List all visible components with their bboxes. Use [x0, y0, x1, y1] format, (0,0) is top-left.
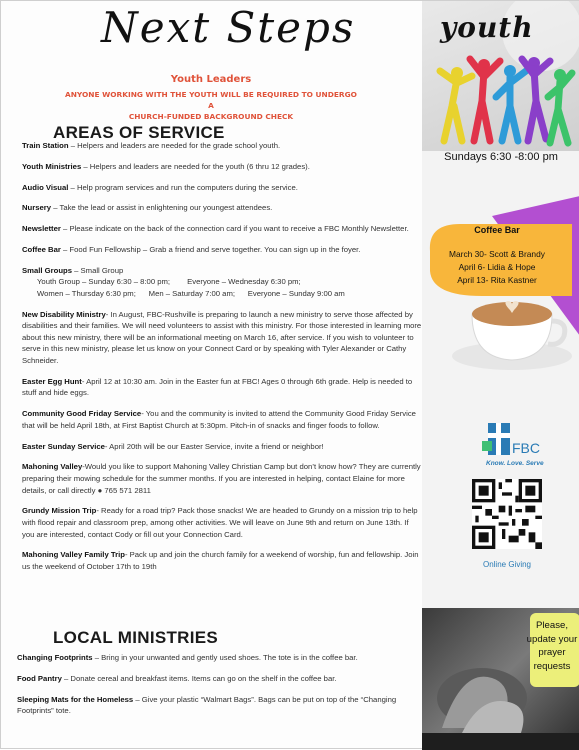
- item-text: - April 20th will be our Easter Service, invite a friend or neighbor!: [104, 441, 324, 451]
- item-text: – Take the lead or assist in enlightening our youngest attendees.: [51, 203, 273, 213]
- warning-line-1: ANYONE WORKING WITH THE YOUTH WILL BE REQUIRED TO UNDERGO A: [65, 90, 357, 110]
- youth-time: Sundays 6:30 -8:00 pm: [444, 151, 558, 163]
- service-item-youth-ministries: [22, 161, 422, 173]
- service-item-family-trip: [22, 549, 422, 572]
- online-giving-qr-code[interactable]: [472, 479, 542, 549]
- prayer-line-2: update your: [526, 633, 578, 645]
- prayer-line-1: Please,: [536, 620, 568, 631]
- prayer-line-4: requests: [533, 660, 571, 672]
- item-text: - In August, FBC-Rushville is preparing to launch a new ministry to serve those affected by disabilities and their families. We will need volunteers to assist with this ministry. For those interested in learning more about this new ministry, there will be an informational meeting on March 16, after service. If you wish to volunteer to serve in this new ministry, please let us know on your Connect Card or by speaking with Tyler Alexander or Cathy Schneider.: [22, 309, 422, 366]
- item-text: – Help program services and run the computers during the service.: [68, 182, 298, 192]
- item-title: Mahoning Valley: [22, 462, 83, 472]
- item-title: Grundy Mission Trip: [22, 506, 97, 516]
- item-title: Youth Ministries: [22, 161, 82, 171]
- item-text: – Please indicate on the back of the connection card if you want to receive a FBC Monthly Newsletter.: [60, 224, 409, 234]
- service-item-audio-visual: [22, 182, 422, 194]
- coffee-bar-graphic: [422, 196, 579, 376]
- item-title: Nursery: [22, 203, 52, 213]
- fbc-logo-graphic: [482, 421, 562, 471]
- item-title: Easter Egg Hunt: [22, 376, 82, 386]
- coffee-schedule-1: March 30- Scott & Brandy: [449, 249, 545, 259]
- online-giving-label[interactable]: Online Giving: [482, 560, 532, 569]
- service-item-train-station: [22, 140, 422, 152]
- service-item-small-groups: [22, 265, 422, 300]
- item-title: Audio Visual: [22, 182, 69, 192]
- small-groups-line-1: [22, 265, 422, 277]
- service-item-mahoning-valley: [22, 461, 422, 496]
- item-title: Sleeping Mats for the Homeless: [17, 694, 134, 704]
- item-text: -Would you like to support Mahoning Valley Christian Camp but don’t know how? They are currently preparing their mowing schedule for the summer months. If you are interested in helping, contact Elaine for more details, or call directly ● 765 571 2811: [22, 462, 421, 495]
- item-title: Train Station: [22, 141, 69, 150]
- item-title: New Disability Ministry: [22, 309, 106, 319]
- item-title: Small Groups: [22, 265, 72, 275]
- ministry-item-sleeping-mats: [17, 694, 422, 717]
- service-item-newsletter: [22, 223, 422, 235]
- item-text: - Ready for a road trip? Pack those snacks! We are headed to Grundy on a mission trip to help with flood repair and classroom prep, among other activities. We will leave on June 9th and return on June 13th. If you are interested, contact Cody or fill out your Connection Card.: [22, 506, 418, 539]
- youth-leaders-subtitle: Youth Leaders: [170, 74, 252, 85]
- small-groups-line-3: Women – Thursday 6:30 pm; Men – Saturday 7:00 am; Everyone – Sunday 9:00 am: [37, 288, 345, 298]
- item-text: - Pack up and join the church family for a weekend of worship, fun and fellowship. Join us the weekend of October 17th to 19th: [22, 550, 419, 571]
- warning-line-2: CHURCH-FUNDED BACKGROUND CHECK: [128, 112, 294, 121]
- main-column: [1, 1, 428, 750]
- dancing-figure: [548, 69, 572, 143]
- coffee-bar-title: Coffee Bar: [474, 225, 520, 235]
- ministry-item-food-pantry: [17, 673, 422, 685]
- dancing-figure: [496, 65, 526, 141]
- ministry-item-changing-footprints: [17, 652, 422, 664]
- item-title: Easter Sunday Service: [22, 441, 105, 451]
- item-title: Food Pantry: [17, 673, 62, 683]
- service-item-coffee-bar: [22, 244, 422, 256]
- areas-of-service-list: [22, 140, 422, 582]
- background-check-warning: [61, 89, 361, 122]
- item-text: - April 12 at 10:30 am. Join in the Easter fun at FBC! Ages 0 through 6th grade. Help is needed to stuff and hide eggs.: [22, 376, 413, 398]
- local-ministries-heading: LOCAL MINISTRIES: [53, 628, 219, 647]
- service-item-grundy-mission: [22, 505, 422, 540]
- local-ministries-list: [17, 652, 422, 726]
- small-groups-line-2: Youth Group – Sunday 6:30 – 8:00 pm; Everyone – Wednesday 6:30 pm;: [37, 277, 301, 287]
- service-item-disability-ministry: [22, 309, 422, 367]
- areas-of-service-heading: AREAS OF SERVICE: [53, 123, 225, 142]
- fbc-tagline: Know. Love. Serve: [486, 460, 544, 467]
- service-item-good-friday: [22, 408, 422, 431]
- item-text: – Helpers and leaders are needed for the youth (6 thru 12 grades).: [81, 161, 310, 171]
- prayer-request-text: [522, 619, 579, 673]
- item-text: – Helpers and leaders are needed for the grade school youth.: [68, 141, 281, 150]
- item-text: – Bring in your unwanted and gently used shoes. The tote is in the coffee bar.: [92, 653, 358, 662]
- item-title: Mahoning Valley Family Trip: [22, 550, 125, 560]
- service-item-easter-sunday: [22, 441, 422, 453]
- coffee-cup-icon: [452, 301, 572, 370]
- item-title: Community Good Friday Service: [22, 409, 142, 419]
- fbc-logo: [482, 421, 562, 471]
- sidebar: [422, 1, 579, 750]
- item-title: Newsletter: [22, 224, 61, 234]
- coffee-schedule-2: April 6- Lidia & Hope: [458, 262, 536, 272]
- coffee-schedule-3: April 13- Rita Kastner: [457, 275, 537, 285]
- youth-title: youth: [440, 11, 534, 44]
- item-text: – Donate cereal and breakfast items. Items can go on the shelf in the coffee bar.: [61, 673, 337, 683]
- item-title: Changing Footprints: [17, 653, 93, 662]
- fbc-logo-text: FBC: [512, 440, 540, 456]
- page-title: Next Steps: [101, 3, 356, 52]
- prayer-line-3: prayer: [538, 647, 566, 658]
- item-text: – Small Group: [71, 265, 124, 275]
- service-item-easter-egg-hunt: [22, 376, 422, 399]
- item-text: – Give your plastic “Walmart Bags”. Bags can be put on top of the “Changing Footprints” tote.: [17, 694, 397, 716]
- youth-banner-image: [422, 1, 579, 151]
- dancing-figure: [440, 67, 472, 141]
- item-text: – Food Fun Fellowship – Grab a friend and serve together. You can sign up in the foyer.: [60, 244, 361, 254]
- service-item-nursery: [22, 202, 422, 214]
- item-title: Coffee Bar: [22, 244, 61, 254]
- item-text: - You and the community is invited to attend the Community Good Friday Service that will be held April 18th, at First Baptist Church at 5:30pm. Pitch-in of snacks and finger foods to follow.: [22, 409, 416, 430]
